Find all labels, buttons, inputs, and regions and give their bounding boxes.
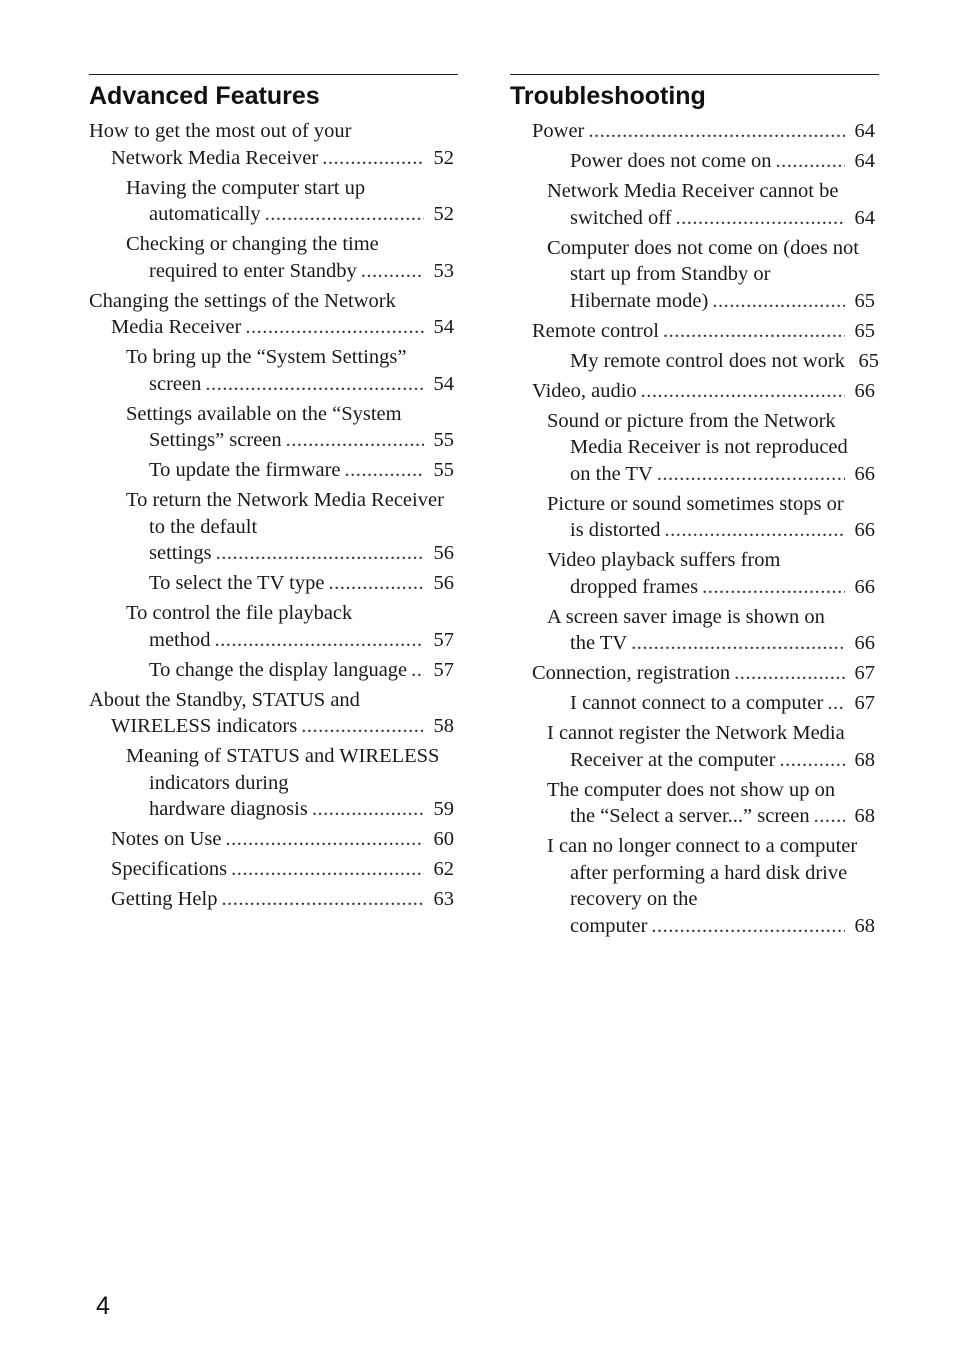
dot-leader xyxy=(345,457,424,484)
toc-page-number: 56 xyxy=(433,542,454,564)
toc-entry[interactable] xyxy=(547,720,879,773)
dot-leader xyxy=(631,630,845,657)
toc-page-number: 65 xyxy=(854,319,875,342)
toc-entry-text: To control the file playback xyxy=(126,602,353,624)
page-number: 4 xyxy=(96,1292,110,1320)
dot-leader xyxy=(651,913,845,940)
toc-entry[interactable] xyxy=(547,833,879,939)
dot-leader xyxy=(245,314,424,341)
toc-column-troubleshooting xyxy=(510,74,879,943)
toc-entry-line xyxy=(111,145,454,172)
toc-entry[interactable] xyxy=(547,604,879,657)
toc-entry-text: Computer does not come on (does not start up from Standby or xyxy=(547,236,860,285)
toc-page-number: 65 xyxy=(854,289,875,312)
toc-entry-text: screen xyxy=(149,372,202,395)
dot-leader xyxy=(221,886,424,913)
toc-page-number: 64 xyxy=(854,150,875,172)
toc-page-number: 68 xyxy=(854,914,875,937)
toc-entry[interactable] xyxy=(547,690,879,717)
toc-entry-text: To change the display language xyxy=(149,658,408,681)
toc-entry-text: The computer does not show up on xyxy=(547,778,836,801)
toc-page-number: 66 xyxy=(854,632,875,654)
toc-entry[interactable] xyxy=(89,687,458,740)
toc-entry-text: Notes on Use xyxy=(111,828,222,850)
dot-leader xyxy=(328,570,424,597)
toc-entry-line xyxy=(111,826,454,853)
toc-entry-text: switched off xyxy=(570,206,672,229)
toc-entry-text: Network Media Receiver cannot be xyxy=(547,180,839,202)
toc-page-number: 68 xyxy=(854,805,875,827)
toc-entry-line xyxy=(111,886,454,913)
toc-entry-text: Changing the settings of the Network xyxy=(89,289,396,312)
toc-entry-line xyxy=(532,318,875,345)
toc-entry[interactable] xyxy=(510,118,879,145)
toc-entry-line xyxy=(570,630,875,657)
dot-leader xyxy=(779,747,845,774)
toc-page-number: 59 xyxy=(433,798,454,820)
toc-entry-text: Power does not come on xyxy=(570,150,772,172)
toc-entry-text: To return the Network Media Receiver to the default xyxy=(126,489,444,538)
toc-page-number: 66 xyxy=(854,575,875,598)
toc-entry[interactable] xyxy=(547,148,879,175)
toc-entry-line xyxy=(570,913,875,940)
toc-entry-line xyxy=(149,540,454,567)
toc-entry-text: I cannot connect to a computer xyxy=(570,692,824,714)
toc-entry[interactable] xyxy=(89,118,458,171)
toc-entry-text: Checking or changing the time xyxy=(126,233,379,255)
toc-entry-text: Media Receiver xyxy=(111,316,242,338)
dot-leader xyxy=(312,796,424,823)
dot-leader xyxy=(301,713,424,740)
section-rule xyxy=(510,74,879,75)
toc-entry[interactable] xyxy=(547,777,879,830)
toc-entry[interactable] xyxy=(126,401,458,454)
toc-entry-text: required to enter Standby xyxy=(149,259,357,282)
toc-page-number: 55 xyxy=(433,459,454,481)
toc-page-number: 64 xyxy=(854,120,875,142)
toc-entry-line xyxy=(149,371,454,398)
toc-entry[interactable] xyxy=(89,886,458,913)
toc-entry[interactable] xyxy=(510,318,879,345)
toc-entry-line xyxy=(570,461,875,488)
toc-page-number: 57 xyxy=(433,658,454,681)
toc-entry[interactable] xyxy=(547,235,879,315)
toc-entry-text: Having the computer start up xyxy=(126,176,366,199)
toc-page-number: 68 xyxy=(854,748,875,771)
toc-entry-line xyxy=(111,713,454,740)
dot-leader xyxy=(702,574,845,601)
dot-leader xyxy=(215,627,425,654)
dot-leader xyxy=(225,826,424,853)
toc-entry[interactable] xyxy=(547,348,879,375)
dot-leader xyxy=(231,856,424,883)
toc-entry-text: hardware diagnosis xyxy=(149,798,308,820)
toc-entry-line xyxy=(149,796,454,823)
toc-entry-text: Picture or sound sometimes stops or xyxy=(547,492,844,515)
toc-entry-text: computer xyxy=(570,914,648,937)
section-heading-troubleshooting: Troubleshooting xyxy=(510,82,706,110)
toc-entry[interactable] xyxy=(547,491,879,544)
toc-page-number: 66 xyxy=(854,379,875,402)
toc-entry[interactable] xyxy=(126,175,458,228)
toc-entry-line xyxy=(532,118,875,145)
toc-entry[interactable] xyxy=(89,288,458,341)
toc-entry[interactable] xyxy=(126,231,458,284)
toc-entry-line xyxy=(111,856,454,883)
toc-entry-text: Video, audio xyxy=(532,379,637,402)
toc-entry-text: How to get the most out of your xyxy=(89,120,352,142)
toc-entry[interactable] xyxy=(126,600,458,653)
toc-entry-line xyxy=(570,148,875,175)
dot-leader xyxy=(712,288,845,315)
toc-entry[interactable] xyxy=(510,660,879,687)
toc-page-number: 62 xyxy=(433,858,454,880)
toc-entry[interactable] xyxy=(547,408,879,488)
toc-entry[interactable] xyxy=(126,657,458,684)
toc-entry-text: Sound or picture from the Network Media Receiver is not reproduced xyxy=(547,409,848,458)
toc-entry[interactable] xyxy=(547,178,879,231)
dot-leader xyxy=(265,201,424,228)
section-heading-advanced-features: Advanced Features xyxy=(89,82,320,110)
toc-entry-line xyxy=(149,627,454,654)
dot-leader xyxy=(411,657,424,684)
toc-page-number: 54 xyxy=(433,316,454,338)
toc-page-number: 58 xyxy=(433,715,454,737)
toc-entry-line xyxy=(570,574,875,601)
dot-leader xyxy=(814,803,845,830)
toc-entry-text: Video playback suffers from xyxy=(547,549,781,571)
toc-entry-line xyxy=(570,205,875,232)
toc-page-number: 56 xyxy=(433,572,454,594)
toc-entry-line xyxy=(570,690,875,717)
dot-leader xyxy=(641,378,845,405)
dot-leader xyxy=(776,148,845,175)
toc-page-number: 67 xyxy=(854,662,875,684)
toc-entry[interactable] xyxy=(126,743,458,823)
toc-entry-line xyxy=(532,378,875,405)
toc-page-number: 67 xyxy=(854,692,875,714)
toc-entry[interactable] xyxy=(126,457,458,484)
dot-leader xyxy=(657,461,845,488)
toc-entry-line xyxy=(570,348,879,375)
toc-page-number: 52 xyxy=(433,146,454,169)
toc-entry-line xyxy=(570,517,875,544)
toc-entry-text: method xyxy=(149,628,211,651)
toc-entry-text: dropped frames xyxy=(570,575,699,598)
toc-page-number: 64 xyxy=(854,206,875,229)
toc-entry-text: Settings available on the “System xyxy=(126,402,402,425)
toc-entry-text: the “Select a server...” screen xyxy=(570,805,810,827)
toc-page-number: 66 xyxy=(854,462,875,485)
toc-page-number: 65 xyxy=(858,349,879,372)
toc-entry-text: To select the TV type xyxy=(149,572,325,594)
toc-entry[interactable] xyxy=(89,826,458,853)
dot-leader xyxy=(734,660,845,687)
toc-page-number: 57 xyxy=(433,628,454,651)
toc-entry-text: Hibernate mode) xyxy=(570,289,709,312)
toc-list xyxy=(510,118,879,939)
dot-leader xyxy=(676,205,845,232)
toc-entry-line xyxy=(570,288,875,315)
toc-entry-line xyxy=(149,657,454,684)
toc-entry[interactable] xyxy=(126,487,458,567)
dot-leader xyxy=(361,258,424,285)
dot-leader xyxy=(827,690,845,717)
toc-entry[interactable] xyxy=(126,344,458,397)
toc-entry-text: the TV xyxy=(570,632,628,654)
toc-entry-text: on the TV xyxy=(570,462,653,485)
toc-entry-line xyxy=(149,457,454,484)
toc-entry-line xyxy=(570,803,875,830)
toc-entry-text: My remote control does not work xyxy=(570,349,845,372)
toc-entry-text: About the Standby, STATUS and xyxy=(89,688,360,711)
toc-entry-line xyxy=(570,747,875,774)
dot-leader xyxy=(588,118,845,145)
toc-list xyxy=(89,118,458,913)
toc-page-number: 66 xyxy=(854,519,875,541)
toc-entry-text: I cannot register the Network Media xyxy=(547,722,845,744)
toc-entry-text: To update the firmware xyxy=(149,459,341,481)
toc-entry-text: Power xyxy=(532,120,585,142)
toc-entry[interactable] xyxy=(547,547,879,600)
toc-entry[interactable] xyxy=(126,570,458,597)
dot-leader xyxy=(286,427,424,454)
toc-entry-line xyxy=(532,660,875,687)
toc-entry-line xyxy=(149,427,454,454)
section-rule xyxy=(89,74,458,75)
toc-page-number: 55 xyxy=(433,429,454,451)
toc-entry-text: I can no longer connect to a computer after performing a hard disk drive recovery on the xyxy=(547,835,858,910)
toc-entry-text: settings xyxy=(149,542,212,564)
toc-entry-text: automatically xyxy=(149,203,261,225)
toc-entry-text: is distorted xyxy=(570,519,661,541)
toc-entry-text: WIRELESS indicators xyxy=(111,715,298,737)
toc-column-advanced-features xyxy=(89,74,458,916)
toc-entry-text: Meaning of STATUS and WIRELESS indicators during xyxy=(126,745,440,794)
toc-entry-line xyxy=(111,314,454,341)
toc-entry-text: Receiver at the computer xyxy=(570,748,776,771)
toc-entry-text: Network Media Receiver xyxy=(111,146,319,169)
toc-page-number: 54 xyxy=(433,372,454,395)
toc-entry-text: Specifications xyxy=(111,858,228,880)
dot-leader xyxy=(205,371,424,398)
toc-entry-text: Settings” screen xyxy=(149,429,282,451)
toc-entry-line xyxy=(149,258,454,285)
toc-entry-text: Connection, registration xyxy=(532,662,731,684)
dot-leader xyxy=(216,540,424,567)
toc-page-number: 63 xyxy=(433,888,454,910)
toc-page-number: 53 xyxy=(433,259,454,282)
dot-leader xyxy=(665,517,845,544)
toc-entry-text: A screen saver image is shown on xyxy=(547,605,825,628)
toc-entry-line xyxy=(149,570,454,597)
toc-entry[interactable] xyxy=(89,856,458,883)
dot-leader xyxy=(663,318,845,345)
toc-page-number: 52 xyxy=(433,203,454,225)
toc-entry[interactable] xyxy=(510,378,879,405)
toc-entry-line xyxy=(149,201,454,228)
toc-entry-text: Getting Help xyxy=(111,888,218,910)
toc-page-number: 60 xyxy=(433,828,454,850)
toc-entry-text: To bring up the “System Settings” xyxy=(126,346,407,368)
dot-leader xyxy=(322,145,424,172)
toc-entry-text: Remote control xyxy=(532,319,659,342)
